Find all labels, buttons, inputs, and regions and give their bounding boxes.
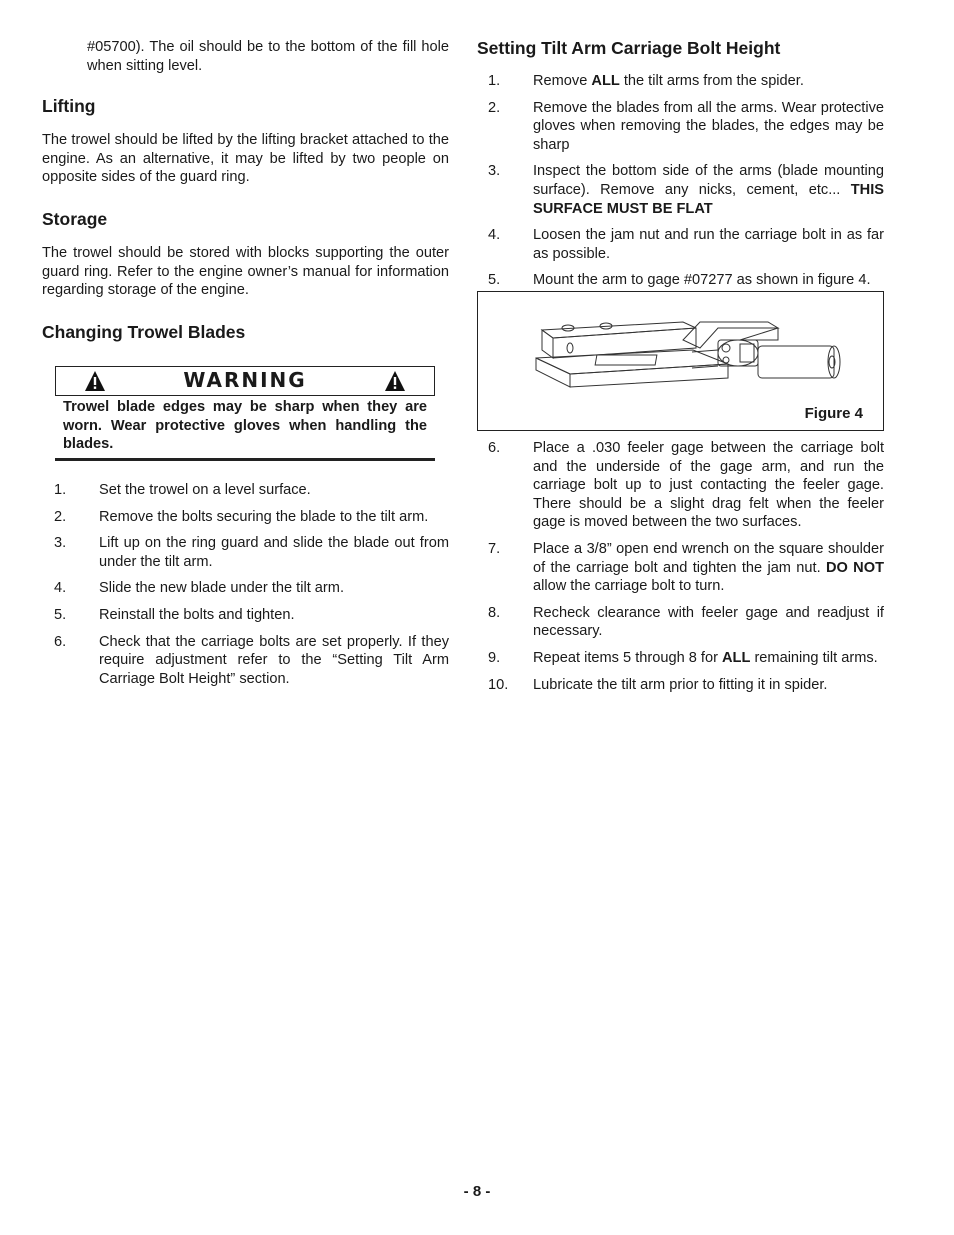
step-text: allow the carriage bolt to turn. — [533, 578, 725, 595]
list-item — [54, 606, 449, 625]
blades-heading: Changing Trowel Blades — [42, 322, 246, 342]
step-text: Loosen the jam nut and run the carriage bolt in as far as possible. — [533, 227, 884, 262]
step-number: 1. — [488, 73, 501, 89]
step-text: Lift up on the ring guard and slide the blade out from under the tilt arm. — [99, 535, 449, 570]
step-number: 7. — [488, 540, 501, 557]
lifting-paragraph: The trowel should be lifted by the lifting bracket attached to the engine. As an alternative, it may be lifted by two people on opposite sides of the guard ring. — [42, 132, 449, 186]
step-number: 3. — [488, 163, 501, 180]
list-item — [54, 633, 449, 689]
step-number: 10. — [488, 676, 509, 693]
list-item — [54, 508, 449, 527]
step-number: 9. — [488, 649, 501, 666]
storage-paragraph: The trowel should be stored with blocks supporting the outer guard ring. Refer to the engine owner’s manual for information regarding storage of the engine. — [42, 245, 449, 299]
step-number: 1. — [54, 482, 67, 498]
step-number: 5. — [488, 272, 501, 289]
step-text: Reinstall the bolts and tighten. — [99, 606, 295, 623]
step-number: 8. — [488, 604, 501, 621]
step-number: 6. — [488, 440, 501, 456]
intro-paragraph: #05700). The oil should be to the bottom of the fill hole when sitting level. — [87, 39, 449, 74]
step-text: Recheck clearance with feeler gage and readjust if necessary. — [533, 604, 884, 640]
warning-header — [55, 366, 435, 396]
step-number: 6. — [54, 633, 67, 650]
step-text: Place a .030 feeler gage between the carriage bolt and the underside of the gage arm, and run the carriage bolt up to just contacting the feeler gage. There should be a slight drag felt when the feeler gage is moved between the two surfaces. — [533, 440, 884, 531]
list-item — [488, 72, 884, 91]
step-text: Remove — [533, 73, 592, 89]
lifting-heading: Lifting — [42, 96, 96, 116]
step-text: the tilt arms from the spider. — [619, 73, 804, 89]
storage-heading: Storage — [42, 209, 108, 229]
step-emphasis: DO NOT — [825, 559, 884, 576]
step-text: Repeat items 5 through 8 for — [533, 649, 723, 666]
warning-divider — [55, 458, 435, 461]
step-text: Set the trowel on a level surface. — [99, 482, 311, 498]
step-number: 4. — [54, 580, 67, 597]
step-text: remaining tilt arms. — [750, 649, 878, 666]
step-number: 5. — [54, 606, 67, 623]
list-item — [488, 540, 884, 596]
list-item — [54, 481, 449, 500]
step-emphasis: THIS SURFACE MUST BE FLAT — [533, 181, 884, 217]
list-item — [488, 439, 884, 532]
step-number: 4. — [488, 227, 501, 244]
step-text: Inspect the bottom side of the arms (blade mounting surface). Remove any nicks, cement, etc... — [533, 163, 884, 198]
step-text: Mount the arm to gage #07277 as shown in figure 4. — [533, 272, 871, 289]
step-number: 2. — [488, 99, 501, 116]
step-number: 3. — [54, 535, 67, 552]
step-text: Slide the new blade under the tilt arm. — [99, 580, 344, 597]
step-text: Remove the blades from all the arms. Wear protective gloves when removing the blades, the edges may be sharp — [533, 99, 884, 153]
page-number: - 8 - — [463, 1183, 491, 1200]
bolt-steps-list-b — [488, 439, 884, 694]
figure-4 — [477, 291, 884, 431]
list-item — [488, 162, 884, 218]
step-text: Remove the bolts securing the blade to the tilt arm. — [99, 508, 429, 525]
list-item — [54, 579, 449, 598]
list-item — [488, 226, 884, 263]
step-emphasis: ALL — [591, 73, 620, 89]
blade-steps-list — [54, 481, 449, 688]
warning-label: WARNING — [183, 368, 307, 392]
step-number: 2. — [54, 508, 67, 525]
list-item — [488, 604, 884, 641]
figure-caption: Figure 4 — [804, 405, 863, 422]
step-emphasis: ALL — [722, 649, 751, 666]
list-item — [488, 99, 884, 155]
bolt-steps-list-a — [488, 72, 884, 290]
step-text: Lubricate the tilt arm prior to fitting it in spider. — [533, 676, 828, 693]
warning-text: Trowel blade edges may be sharp when they are worn. Wear protective gloves when handling the blades. — [63, 399, 427, 453]
list-item — [488, 271, 884, 290]
list-item — [54, 534, 449, 571]
step-text: Place a 3/8” open end wrench on the square shoulder of the carriage bolt and tighten the jam nut. — [533, 540, 884, 576]
bolt-height-heading: Setting Tilt Arm Carriage Bolt Height — [477, 38, 781, 58]
list-item — [488, 649, 884, 668]
warning-box — [55, 366, 435, 462]
step-text: Check that the carriage bolts are set properly. If they require adjustment refer to the “Setting Tilt Arm Carriage Bolt Height” section. — [99, 633, 449, 687]
warning-triangle-icon — [384, 370, 406, 392]
list-item — [488, 676, 884, 695]
